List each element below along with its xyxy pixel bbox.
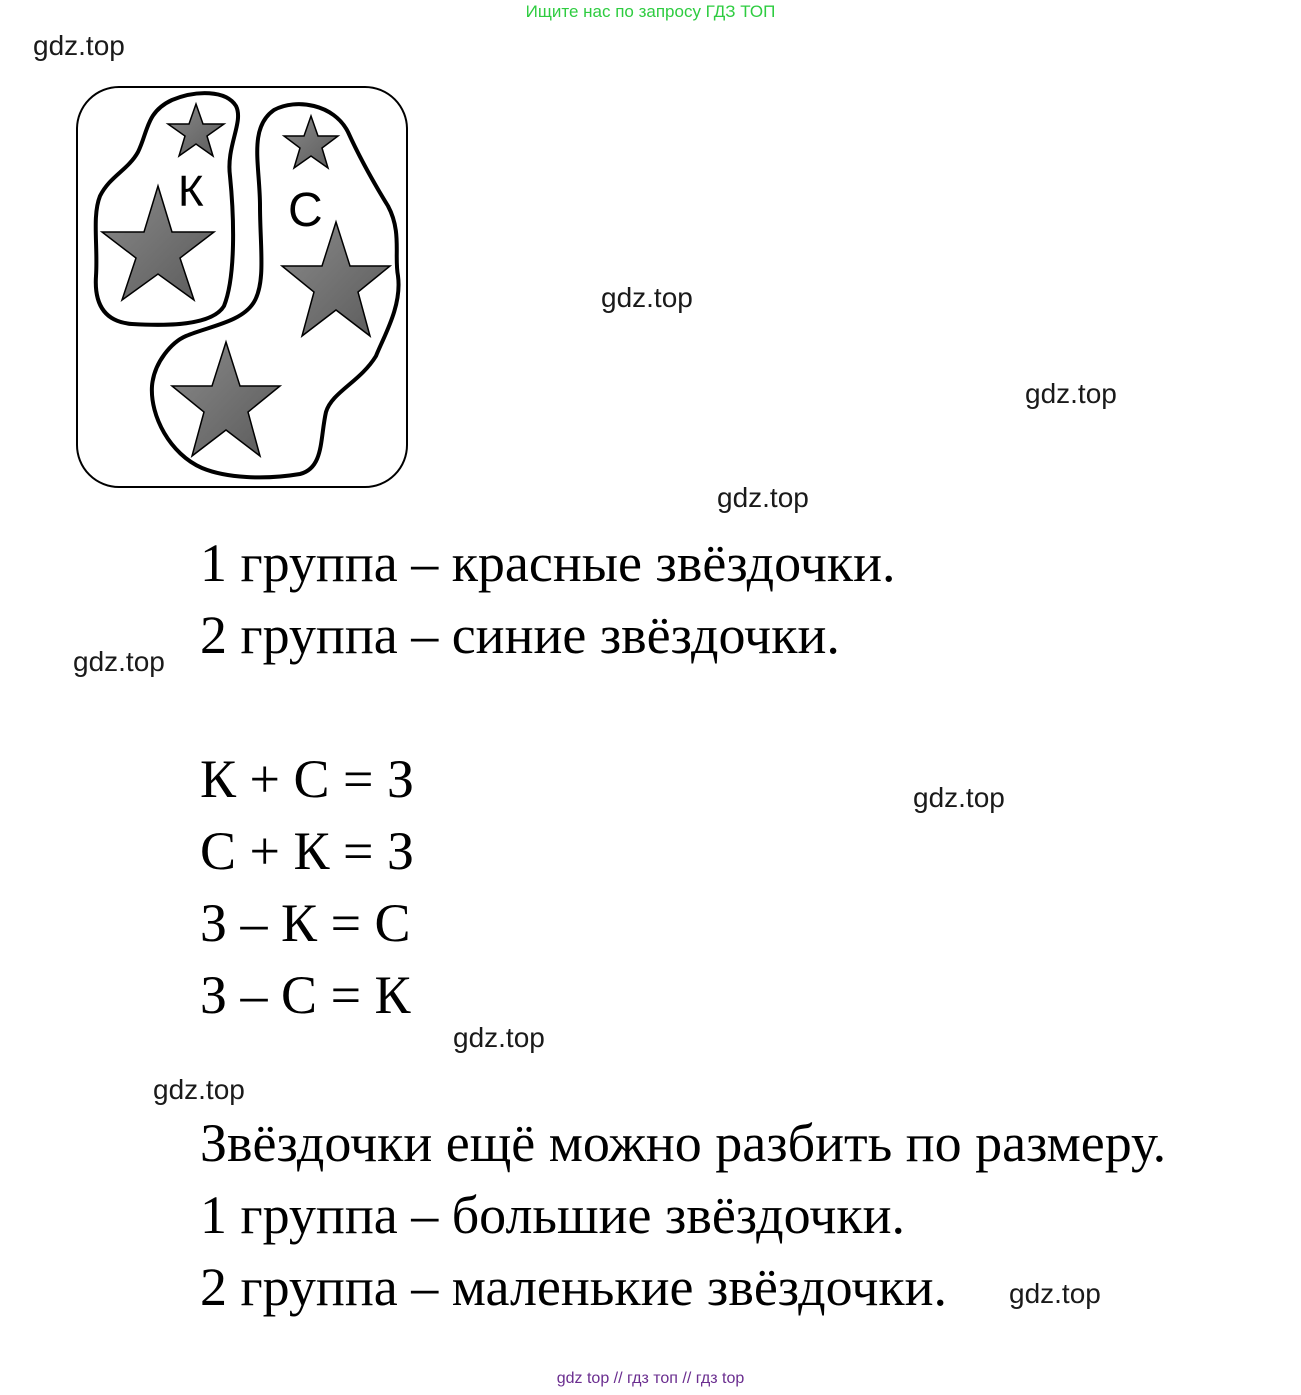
label-k: К: [178, 167, 204, 216]
group-line: 1 группа – большие звёздочки.: [200, 1185, 906, 1245]
equation: З – К = С: [200, 893, 411, 953]
watermark: gdz.top: [73, 646, 165, 677]
equation: З – С = К: [200, 965, 411, 1025]
footer-link[interactable]: gdz top: [556, 1370, 610, 1387]
stars-grouping-figure: [76, 86, 408, 488]
group-line: 2 группа – маленькие звёздочки.: [200, 1257, 948, 1317]
label-c: С: [288, 184, 323, 237]
watermark: gdz.top: [913, 782, 1005, 813]
footer-separator: //: [682, 1370, 692, 1387]
footer-link[interactable]: гдз top: [695, 1370, 745, 1387]
group-line: 1 группа – красные звёздочки.: [200, 533, 896, 593]
footer-separator: //: [613, 1370, 623, 1387]
group-line: 2 группа – синие звёздочки.: [200, 605, 840, 665]
top-banner: Ищите нас по запросу ГДЗ ТОП: [525, 2, 776, 21]
footer-link[interactable]: гдз топ: [627, 1370, 678, 1387]
equation: К + С = З: [200, 749, 414, 809]
watermark: gdz.top: [33, 30, 125, 61]
equation: С + К = З: [200, 821, 414, 881]
watermark: gdz.top: [1025, 378, 1117, 409]
watermark: gdz.top: [1009, 1278, 1101, 1309]
watermark: gdz.top: [601, 282, 693, 313]
size-intro: Звёздочки ещё можно разбить по размеру.: [200, 1113, 1167, 1173]
watermark: gdz.top: [717, 482, 809, 513]
footer: [0, 1370, 1301, 1388]
watermark: gdz.top: [153, 1074, 245, 1105]
watermark: gdz.top: [453, 1022, 545, 1053]
